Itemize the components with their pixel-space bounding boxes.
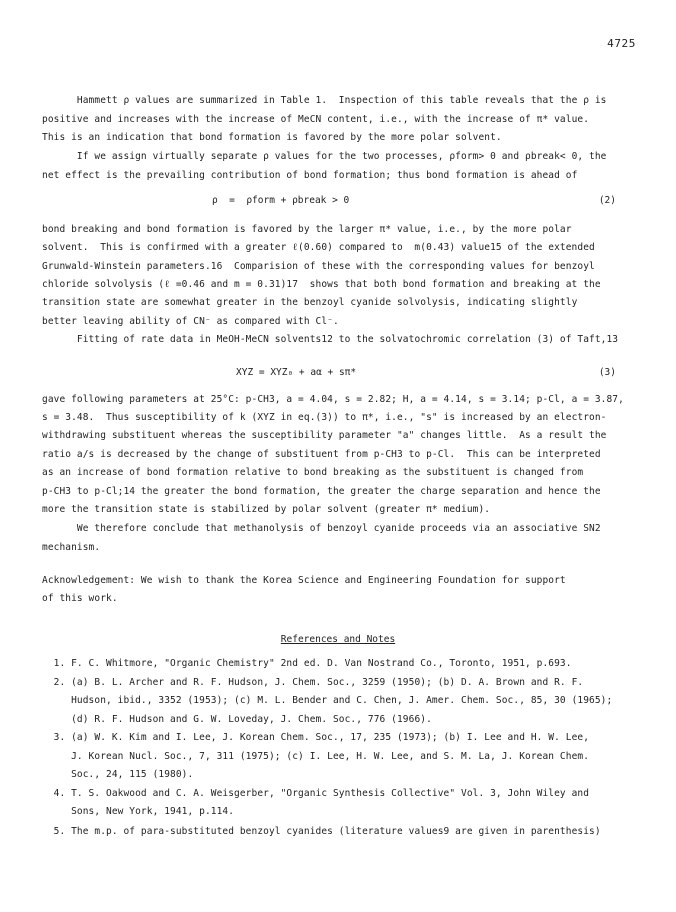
equation-3-number: (3) <box>598 367 616 378</box>
body-line: Hammett ρ values are summarized in Table 1. Inspection of this table reveals that the ρ is <box>42 95 607 106</box>
body-line: transition state are somewhat greater in the benzoyl cyanide solvolysis, indicating slightly <box>42 297 578 308</box>
acknowledgement-line: of this work. <box>42 593 118 604</box>
reference-line: 5. The m.p. of para-substituted benzoyl cyanides (literature values9 are given in parenthesis) <box>42 826 601 837</box>
reference-line: 3. (a) W. K. Kim and I. Lee, J. Korean Chem. Soc., 17, 235 (1973); (b) I. Lee and H. W. Lee, <box>42 732 590 743</box>
body-line: We therefore conclude that methanolysis of benzoyl cyanide proceeds via an associative SN2 <box>42 523 601 534</box>
body-line: ratio a/s is decreased by the change of substituent from p-CH3 to p-Cl. This can be interpreted <box>42 449 601 460</box>
reference-line: Hudson, ibid., 3352 (1953); (c) M. L. Bender and C. Chen, J. Amer. Chem. Soc., 85, 30 (1965); <box>42 695 613 706</box>
body-line: This is an indication that bond formation is favored by the more polar solvent. <box>42 132 502 143</box>
body-line: withdrawing substituent whereas the susceptibility parameter "a" changes little. As a result the <box>42 430 607 441</box>
page-number: 4725 <box>607 37 636 50</box>
body-line: Grunwald-Winstein parameters.16 Comparision of these with the corresponding values for benzoyl <box>42 261 595 272</box>
acknowledgement-line: Acknowledgement: We wish to thank the Korea Science and Engineering Foundation for support <box>42 575 566 586</box>
body-line: gave following parameters at 25°C: p-CH3, a = 4.04, s = 2.82; H, a = 4.14, s = 3.14; p-Cl, a = 3.87, <box>42 394 624 405</box>
body-line: as an increase of bond formation relative to bond breaking as the substituent is changed from <box>42 467 584 478</box>
references-heading: References and Notes <box>280 634 396 645</box>
reference-line: (d) R. F. Hudson and G. W. Loveday, J. Chem. Soc., 776 (1966). <box>42 714 432 725</box>
body-line: bond breaking and bond formation is favored by the larger π* value, i.e., by the more polar <box>42 224 572 235</box>
body-line: chloride solvolysis (ℓ =0.46 and m = 0.31)17 shows that both bond formation and breaking at the <box>42 279 601 290</box>
body-line: If we assign virtually separate ρ values for the two processes, ρform> 0 and ρbreak< 0, the <box>42 151 607 162</box>
body-line: net effect is the prevailing contribution of bond formation; thus bond formation is ahead of <box>42 170 578 181</box>
body-line: mechanism. <box>42 542 101 553</box>
reference-line: 4. T. S. Oakwood and C. A. Weisgerber, "Organic Synthesis Collective" Vol. 3, John Wiley and <box>42 788 590 799</box>
reference-line: 2. (a) B. L. Archer and R. F. Hudson, J. Chem. Soc., 3259 (1950); (b) D. A. Brown and R. F. <box>42 677 584 688</box>
equation-2-number: (2) <box>598 195 616 206</box>
reference-line: Soc., 24, 115 (1980). <box>42 769 194 780</box>
body-line: positive and increases with the increase of MeCN content, i.e., with the increase of π* value. <box>42 114 590 125</box>
reference-line: J. Korean Nucl. Soc., 7, 311 (1975); (c) I. Lee, H. W. Lee, and S. M. La, J. Korean Chem. <box>42 751 590 762</box>
body-line: more the transition state is stabilized by polar solvent (greater π* medium). <box>42 504 491 515</box>
reference-line: 1. F. C. Whitmore, "Organic Chemistry" 2nd ed. D. Van Nostrand Co., Toronto, 1951, p.693. <box>42 658 572 669</box>
reference-line: Sons, New York, 1941, p.114. <box>42 806 235 817</box>
body-line: solvent. This is confirmed with a greater ℓ(0.60) compared to m(0.43) value15 of the extended <box>42 242 595 253</box>
body-line: s = 3.48. Thus susceptibility of k (XYZ in eq.(3)) to π*, i.e., "s" is increased by an electron- <box>42 412 607 423</box>
body-line: p-CH3 to p-Cl;14 the greater the bond formation, the greater the charge separation and hence the <box>42 486 601 497</box>
equation-2: ρ = ρform + ρbreak > 0 <box>212 195 350 206</box>
body-line: better leaving ability of CN⁻ as compared with Cl⁻. <box>42 316 339 327</box>
body-line: Fitting of rate data in MeOH-MeCN solvents12 to the solvatochromic correlation (3) of Taft,13 <box>42 334 619 345</box>
equation-3: XYZ = XYZ₀ + aα + sπ* <box>236 367 357 378</box>
